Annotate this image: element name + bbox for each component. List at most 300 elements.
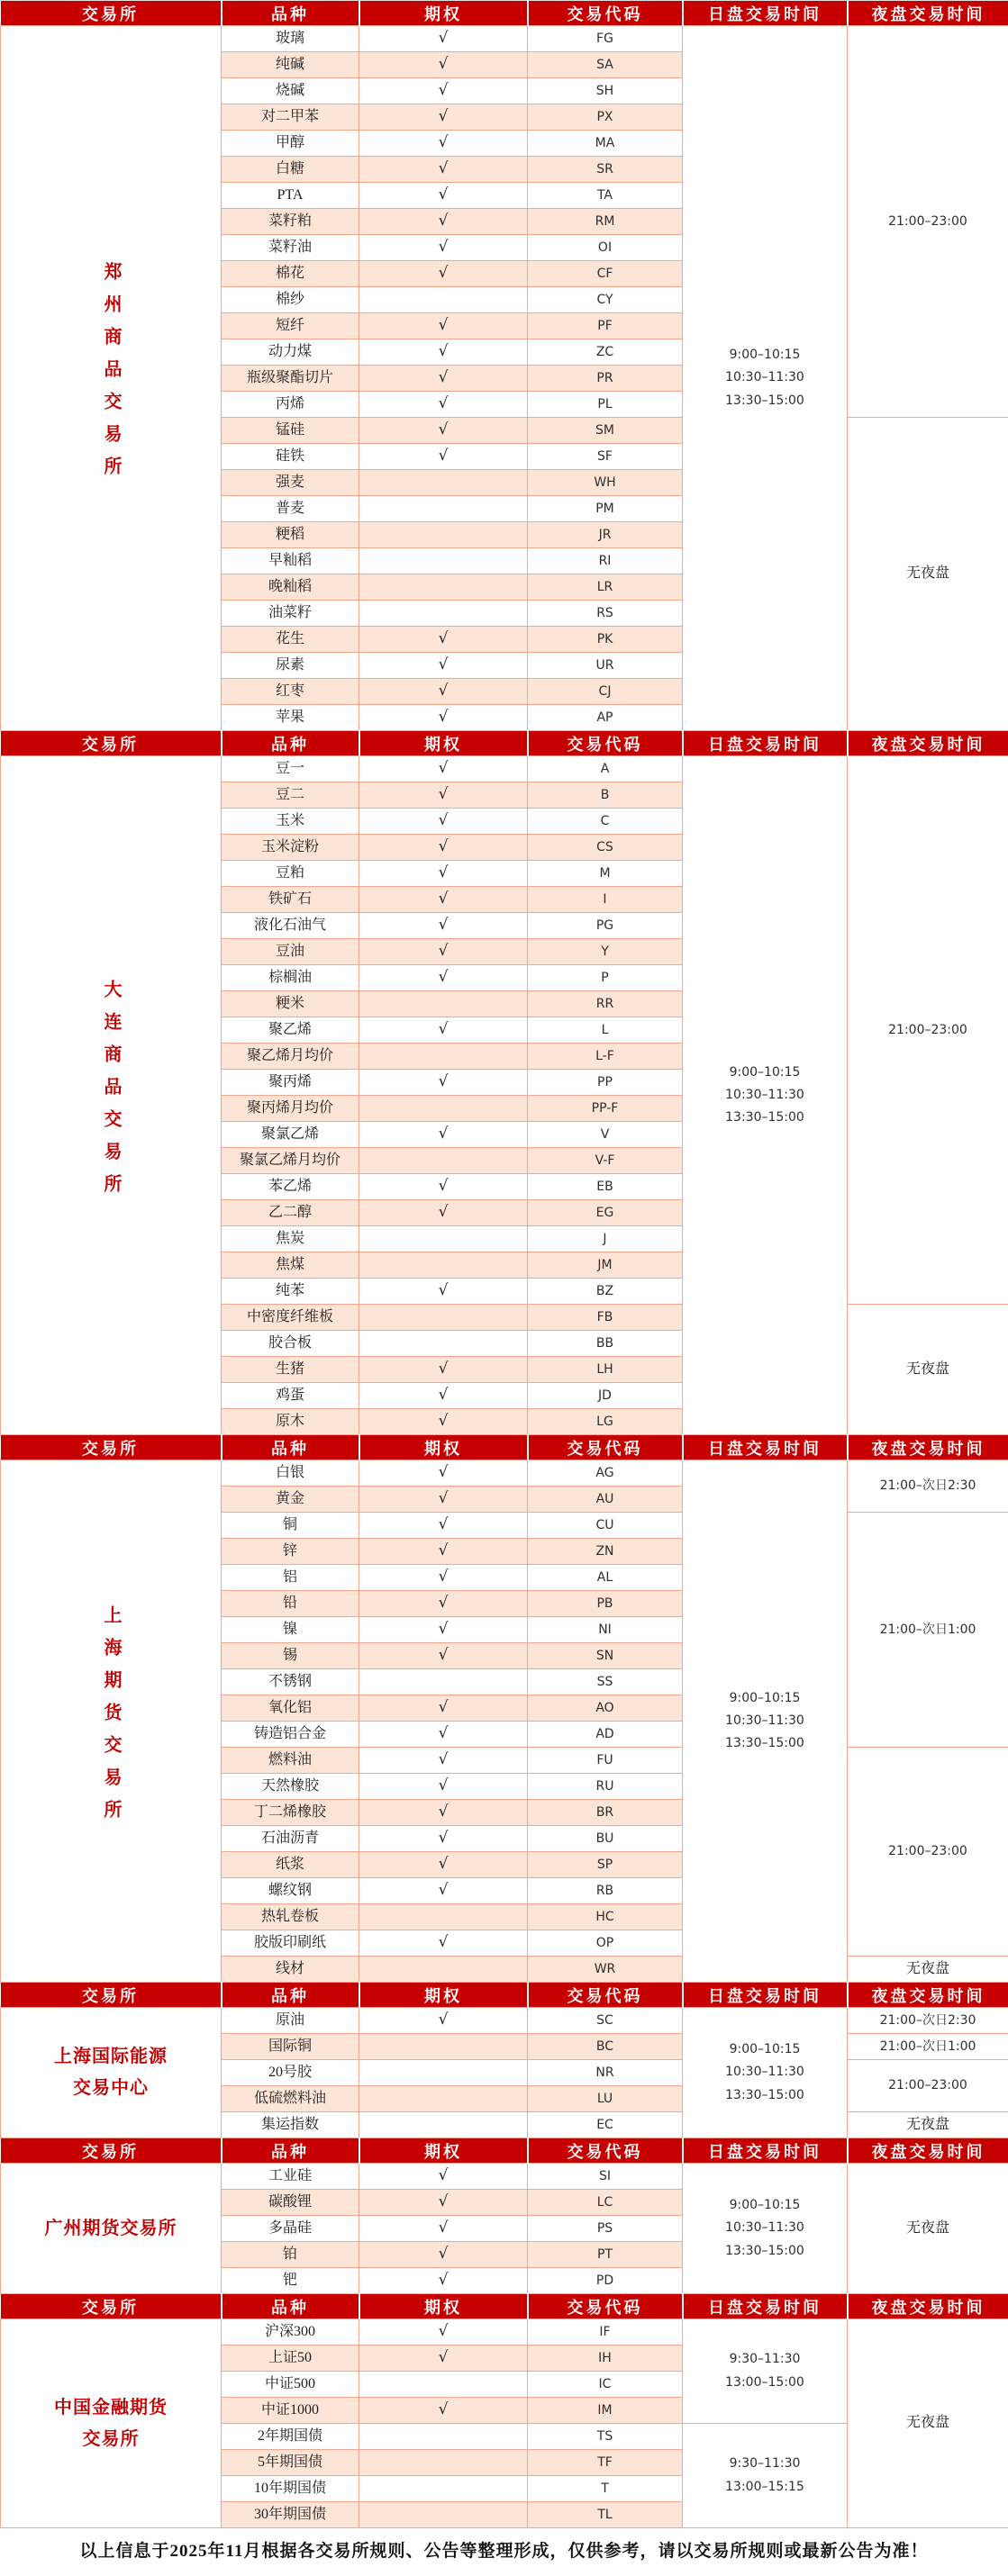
product-cell: 豆油 (222, 939, 359, 965)
product-cell: 铜 (222, 1513, 359, 1539)
option-cell (359, 157, 528, 183)
code-cell: AD (528, 1722, 683, 1748)
product-cell: 晚籼稻 (222, 574, 359, 601)
product-cell: 中证500 (222, 2372, 359, 2398)
code-cell: IC (528, 2372, 683, 2398)
product-cell: 棉花 (222, 261, 359, 287)
exchange-label: 中国金融期货 (54, 2397, 168, 2418)
exchange-label: 交易所 (82, 2428, 140, 2449)
table-row (1, 756, 1008, 782)
option-cell (359, 653, 528, 679)
product-cell: 粳稻 (222, 522, 359, 548)
option-check: √ (438, 2245, 449, 2264)
option-cell (359, 1591, 528, 1617)
product-cell: 黄金 (222, 1487, 359, 1513)
day-session-cell (683, 2319, 848, 2424)
option-check: √ (438, 107, 449, 126)
product-cell: 生猪 (222, 1357, 359, 1383)
option-cell (359, 1148, 528, 1174)
exchange-label: 上海期货交易所 (101, 1604, 121, 1832)
option-check: √ (438, 1463, 449, 1482)
product-cell: 沪深300 (222, 2319, 359, 2346)
product-cell: 铝 (222, 1565, 359, 1591)
option-cell (359, 965, 528, 991)
code-cell: TF (528, 2450, 683, 2476)
product-cell: 豆粕 (222, 861, 359, 887)
product-cell: 聚丙烯 (222, 1070, 359, 1096)
product-cell: 动力煤 (222, 339, 359, 366)
code-cell: IF (528, 2319, 683, 2346)
code-cell: V-F (528, 1148, 683, 1174)
night-session-cell (848, 1513, 1008, 1748)
option-cell (359, 2372, 528, 2398)
night-session-text: 21:00–次日1:00 (879, 1622, 976, 1637)
night-session-text: 无夜盘 (905, 1960, 949, 1976)
product-cell: 纯苯 (222, 1279, 359, 1305)
column-header: 品种 (222, 1, 359, 26)
option-check: √ (438, 264, 449, 283)
column-header: 品种 (222, 2138, 359, 2164)
code-cell: AU (528, 1487, 683, 1513)
section-header-row (1, 1, 1008, 26)
option-check: √ (438, 212, 449, 230)
option-cell (359, 1617, 528, 1643)
code-cell: AG (528, 1460, 683, 1487)
product-cell: 工业硅 (222, 2164, 359, 2190)
exchange-cell (1, 2164, 222, 2294)
option-check: √ (438, 1412, 449, 1431)
code-cell: NR (528, 2060, 683, 2086)
exchange-cell (1, 756, 222, 1435)
day-session-line: 13:00–15:15 (725, 2479, 804, 2494)
option-cell (359, 131, 528, 157)
section-header-row (1, 2138, 1008, 2164)
product-cell: 5年期国债 (222, 2450, 359, 2476)
code-cell: V (528, 1122, 683, 1148)
product-cell: 锰硅 (222, 418, 359, 444)
code-cell: RM (528, 209, 683, 235)
option-check: √ (438, 133, 449, 152)
day-session-line: 10:30–11:30 (725, 2065, 804, 2080)
exchange-cell (1, 2008, 222, 2138)
night-session-text: 21:00–23:00 (888, 2078, 967, 2093)
product-cell: 胶合板 (222, 1331, 359, 1357)
column-header: 品种 (222, 2294, 359, 2319)
day-session-cell (683, 1460, 848, 1983)
table-row (1, 2164, 1008, 2190)
night-session-text: 21:00–次日2:30 (879, 2012, 976, 2028)
product-cell: 玉米淀粉 (222, 835, 359, 861)
night-session-text: 无夜盘 (905, 2219, 949, 2236)
table-row (1, 2319, 1008, 2346)
code-cell: CF (528, 261, 683, 287)
product-cell: PTA (222, 183, 359, 209)
code-cell: BC (528, 2034, 683, 2060)
code-cell: Y (528, 939, 683, 965)
exchange-label: 郑州商品交易所 (101, 262, 121, 490)
night-session-text: 无夜盘 (905, 2415, 949, 2431)
code-cell: PK (528, 627, 683, 653)
product-cell: 焦煤 (222, 1252, 359, 1279)
column-header: 期权 (359, 1435, 528, 1460)
option-cell (359, 1487, 528, 1513)
product-cell: 中密度纤维板 (222, 1305, 359, 1331)
column-header: 夜盘交易时间 (848, 1, 1008, 26)
option-check: √ (438, 1724, 449, 1743)
night-session-text: 21:00–23:00 (888, 213, 967, 229)
option-cell (359, 1305, 528, 1331)
option-cell (359, 470, 528, 496)
option-cell (359, 522, 528, 548)
code-cell: L (528, 1017, 683, 1044)
option-check: √ (438, 1646, 449, 1665)
option-check: √ (438, 316, 449, 335)
option-cell (359, 2112, 528, 2138)
night-session-cell (848, 418, 1008, 731)
column-header: 期权 (359, 2294, 528, 2319)
product-cell: 聚丙烯月均价 (222, 1096, 359, 1122)
option-cell (359, 939, 528, 965)
product-cell: 20号胶 (222, 2060, 359, 2086)
code-cell: RS (528, 601, 683, 627)
product-cell: 铁矿石 (222, 887, 359, 913)
option-cell (359, 496, 528, 522)
column-header: 品种 (222, 1983, 359, 2008)
code-cell: WR (528, 1957, 683, 1983)
code-cell: UR (528, 653, 683, 679)
option-cell (359, 235, 528, 261)
code-cell: SI (528, 2164, 683, 2190)
night-session-cell (848, 1460, 1008, 1513)
option-check: √ (438, 342, 449, 361)
day-session-line: 9:00–10:15 (729, 2198, 801, 2213)
product-cell: 甲醇 (222, 131, 359, 157)
option-cell (359, 1122, 528, 1148)
column-header: 品种 (222, 1435, 359, 1460)
option-cell (359, 1565, 528, 1591)
option-cell (359, 2034, 528, 2060)
code-cell: NI (528, 1617, 683, 1643)
code-cell: AP (528, 705, 683, 731)
night-session-text: 无夜盘 (905, 2116, 949, 2132)
product-cell: 30年期国债 (222, 2502, 359, 2528)
product-cell: 集运指数 (222, 2112, 359, 2138)
column-header: 夜盘交易时间 (848, 2294, 1008, 2319)
night-session-cell (848, 1305, 1008, 1435)
column-header: 交易代码 (528, 1, 683, 26)
night-session-cell (848, 26, 1008, 418)
option-cell (359, 1539, 528, 1565)
option-check: √ (438, 55, 449, 74)
option-check: √ (438, 81, 449, 100)
code-cell: PS (528, 2216, 683, 2242)
code-cell: A (528, 756, 683, 782)
column-header: 期权 (359, 1, 528, 26)
option-cell (359, 1252, 528, 1279)
option-check: √ (438, 1803, 449, 1821)
night-session-cell (848, 1957, 1008, 1983)
day-session-line: 9:00–10:15 (729, 1064, 801, 1080)
exchange-label: 交易中心 (73, 2078, 149, 2098)
column-header: 交易所 (1, 731, 222, 756)
code-cell: BZ (528, 1279, 683, 1305)
option-cell (359, 1930, 528, 1957)
code-cell: MA (528, 131, 683, 157)
option-cell (359, 339, 528, 366)
exchange-cell (1, 2319, 222, 2528)
exchange-cell (1, 26, 222, 731)
option-check: √ (438, 238, 449, 257)
code-cell: B (528, 782, 683, 809)
product-cell: 钯 (222, 2268, 359, 2294)
option-cell (359, 366, 528, 392)
column-header: 交易所 (1, 2138, 222, 2164)
product-cell: 普麦 (222, 496, 359, 522)
product-cell: 热轧卷板 (222, 1904, 359, 1930)
column-header: 日盘交易时间 (683, 1, 848, 26)
option-cell (359, 313, 528, 339)
option-cell (359, 1383, 528, 1409)
option-cell (359, 2216, 528, 2242)
option-check: √ (438, 2322, 449, 2341)
option-check: √ (438, 1568, 449, 1586)
code-cell: SR (528, 157, 683, 183)
option-check: √ (438, 1829, 449, 1848)
code-cell: PP (528, 1070, 683, 1096)
day-session-line: 10:30–11:30 (725, 1087, 804, 1102)
option-check: √ (438, 368, 449, 387)
day-session-line: 9:30–11:30 (729, 2456, 801, 2472)
product-cell: 上证50 (222, 2346, 359, 2372)
day-session-line: 13:30–15:00 (725, 2087, 804, 2102)
day-session-line: 9:00–10:15 (729, 2042, 801, 2057)
product-cell: 铸造铝合金 (222, 1722, 359, 1748)
code-cell: FB (528, 1305, 683, 1331)
code-cell: L-F (528, 1044, 683, 1070)
code-cell: WH (528, 470, 683, 496)
code-cell: PT (528, 2242, 683, 2268)
day-session-cell (683, 2164, 848, 2294)
night-session-text: 21:00–次日1:00 (879, 2038, 976, 2054)
column-header: 交易所 (1, 1, 222, 26)
product-cell: 棕榈油 (222, 965, 359, 991)
product-cell: 焦炭 (222, 1226, 359, 1252)
day-session-cell (683, 2008, 848, 2138)
day-session-line: 13:00–15:00 (725, 2374, 804, 2390)
code-cell: PX (528, 104, 683, 131)
code-cell: LU (528, 2086, 683, 2112)
product-cell: 烧碱 (222, 78, 359, 104)
code-cell: BB (528, 1331, 683, 1357)
code-cell: EB (528, 1174, 683, 1200)
code-cell: AL (528, 1565, 683, 1591)
table-row (1, 26, 1008, 52)
code-cell: ZC (528, 339, 683, 366)
option-check: √ (438, 1855, 449, 1874)
code-cell: RU (528, 1774, 683, 1800)
option-cell (359, 1826, 528, 1852)
product-cell: 苯乙烯 (222, 1174, 359, 1200)
column-header: 夜盘交易时间 (848, 1983, 1008, 2008)
column-header: 日盘交易时间 (683, 2294, 848, 2319)
option-check: √ (438, 629, 449, 648)
product-cell: 原油 (222, 2008, 359, 2034)
day-session-line: 13:30–15:00 (725, 393, 804, 408)
option-cell (359, 601, 528, 627)
product-cell: 氧化铝 (222, 1695, 359, 1722)
product-cell: 10年期国债 (222, 2476, 359, 2502)
code-cell: SP (528, 1852, 683, 1878)
product-cell: 2年期国债 (222, 2424, 359, 2450)
day-session-line: 9:00–10:15 (729, 1690, 801, 1705)
product-cell: 豆一 (222, 756, 359, 782)
option-check: √ (438, 682, 449, 700)
exchange-label: 上海国际能源 (54, 2047, 168, 2066)
option-cell (359, 679, 528, 705)
product-cell: 纯碱 (222, 52, 359, 78)
exchange-label: 大连商品交易所 (101, 979, 121, 1207)
product-cell: 液化石油气 (222, 913, 359, 939)
option-check: √ (438, 1177, 449, 1196)
column-header: 夜盘交易时间 (848, 2138, 1008, 2164)
option-cell (359, 2476, 528, 2502)
day-session-line: 13:30–15:00 (725, 1110, 804, 1125)
option-cell (359, 2008, 528, 2034)
code-cell: PP-F (528, 1096, 683, 1122)
option-check: √ (438, 2348, 449, 2367)
code-cell: CY (528, 287, 683, 313)
code-cell: FG (528, 26, 683, 52)
product-cell: 豆二 (222, 782, 359, 809)
option-cell (359, 261, 528, 287)
day-session-line: 10:30–11:30 (725, 370, 804, 385)
code-cell: T (528, 2476, 683, 2502)
column-header: 交易所 (1, 2294, 222, 2319)
option-cell (359, 104, 528, 131)
product-cell: 锌 (222, 1539, 359, 1565)
code-cell: RB (528, 1878, 683, 1904)
code-cell: JR (528, 522, 683, 548)
option-cell (359, 1279, 528, 1305)
option-check: √ (438, 1386, 449, 1405)
column-header: 交易代码 (528, 2294, 683, 2319)
option-cell (359, 183, 528, 209)
day-session-line: 10:30–11:30 (725, 2220, 804, 2236)
option-check: √ (438, 159, 449, 178)
section-header-row (1, 731, 1008, 756)
product-cell: 花生 (222, 627, 359, 653)
option-check: √ (438, 837, 449, 856)
product-cell: 低硫燃料油 (222, 2086, 359, 2112)
option-cell (359, 1409, 528, 1435)
option-cell (359, 1643, 528, 1669)
option-cell (359, 2190, 528, 2216)
column-header: 交易所 (1, 1435, 222, 1460)
code-cell: RR (528, 991, 683, 1017)
option-cell (359, 1513, 528, 1539)
option-check: √ (438, 2192, 449, 2211)
option-check: √ (438, 655, 449, 674)
code-cell: HC (528, 1904, 683, 1930)
code-cell: SH (528, 78, 683, 104)
product-cell: 镍 (222, 1617, 359, 1643)
option-cell (359, 26, 528, 52)
option-cell (359, 705, 528, 731)
column-header: 交易代码 (528, 1983, 683, 2008)
option-cell (359, 1070, 528, 1096)
day-session-cell (683, 26, 848, 731)
option-cell (359, 574, 528, 601)
product-cell: 瓶级聚酯切片 (222, 366, 359, 392)
column-header: 日盘交易时间 (683, 1983, 848, 2008)
product-cell: 燃料油 (222, 1748, 359, 1774)
option-check: √ (438, 890, 449, 908)
option-check: √ (438, 916, 449, 935)
option-check: √ (438, 708, 449, 727)
product-cell: 苹果 (222, 705, 359, 731)
code-cell: EC (528, 2112, 683, 2138)
option-cell (359, 1096, 528, 1122)
night-session-cell (848, 2164, 1008, 2294)
column-header: 交易代码 (528, 2138, 683, 2164)
code-cell: SC (528, 2008, 683, 2034)
option-cell (359, 78, 528, 104)
product-cell: 国际铜 (222, 2034, 359, 2060)
column-header: 交易所 (1, 1983, 222, 2008)
option-check: √ (438, 2271, 449, 2290)
night-session-cell (848, 2060, 1008, 2112)
option-cell (359, 1044, 528, 1070)
section-header-row (1, 1435, 1008, 1460)
code-cell: RI (528, 548, 683, 574)
night-session-text: 21:00–23:00 (888, 1022, 967, 1037)
option-cell (359, 52, 528, 78)
night-session-cell (848, 2319, 1008, 2528)
option-check: √ (438, 185, 449, 204)
code-cell: ZN (528, 1539, 683, 1565)
night-session-cell (848, 756, 1008, 1305)
product-cell: 红枣 (222, 679, 359, 705)
product-cell: 铅 (222, 1591, 359, 1617)
product-cell: 粳米 (222, 991, 359, 1017)
product-cell: 硅铁 (222, 444, 359, 470)
option-check: √ (438, 1881, 449, 1900)
exchange-label: 广州期货交易所 (44, 2218, 177, 2238)
option-check: √ (438, 420, 449, 439)
product-cell: 不锈钢 (222, 1669, 359, 1695)
code-cell: OP (528, 1930, 683, 1957)
option-cell (359, 1331, 528, 1357)
product-cell: 天然橡胶 (222, 1774, 359, 1800)
option-check: √ (438, 1489, 449, 1508)
option-check: √ (438, 1698, 449, 1717)
option-cell (359, 418, 528, 444)
product-cell: 碳酸锂 (222, 2190, 359, 2216)
option-cell (359, 2164, 528, 2190)
option-check: √ (438, 1020, 449, 1039)
option-cell (359, 392, 528, 418)
option-check: √ (438, 1594, 449, 1613)
column-header: 交易代码 (528, 731, 683, 756)
code-cell: PB (528, 1591, 683, 1617)
code-cell: SF (528, 444, 683, 470)
option-cell (359, 1748, 528, 1774)
option-cell (359, 2502, 528, 2528)
option-check: √ (438, 2400, 449, 2419)
night-session-text: 无夜盘 (905, 1360, 949, 1377)
code-cell: PD (528, 2268, 683, 2294)
option-check: √ (438, 863, 449, 882)
